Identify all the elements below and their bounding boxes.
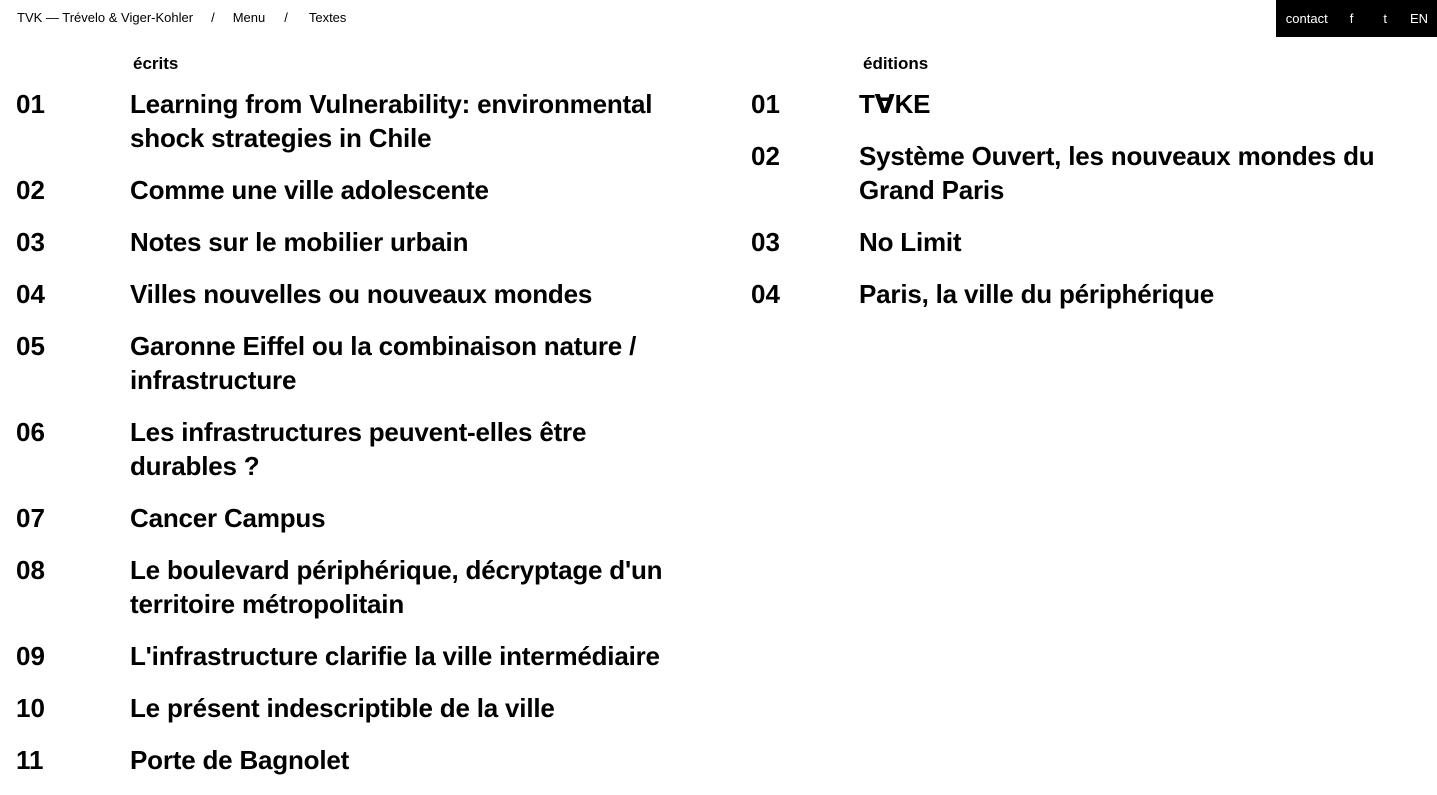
list-item <box>751 87 1421 121</box>
item-number: 04 <box>16 279 45 309</box>
item-title-link[interactable]: Cancer Campus <box>130 503 326 533</box>
list-item <box>16 173 696 207</box>
list-item <box>16 415 696 483</box>
item-number: 01 <box>751 89 780 119</box>
ecrits-heading: écrits <box>133 54 179 73</box>
item-title-link[interactable]: Paris, la ville du périphérique <box>859 279 1215 309</box>
contact-link[interactable]: contact <box>1285 11 1328 26</box>
item-title-link[interactable]: Notes sur le mobilier urbain <box>130 227 469 257</box>
item-number: 11 <box>16 745 44 775</box>
item-number: 03 <box>751 227 780 257</box>
item-title-link[interactable]: Système Ouvert, les nouveaux mondes du Grand Paris <box>859 141 1375 205</box>
item-title-link[interactable]: Porte de Bagnolet <box>130 745 350 775</box>
item-title-link[interactable]: Le présent indescriptible de la ville <box>130 693 555 723</box>
list-item <box>16 743 696 777</box>
editions-column <box>751 53 1421 329</box>
item-title-link[interactable]: No Limit <box>859 227 962 257</box>
list-item <box>16 639 696 673</box>
list-item <box>16 691 696 725</box>
facebook-icon[interactable]: f <box>1349 11 1354 26</box>
item-number: 06 <box>16 417 45 447</box>
item-number: 08 <box>16 555 45 585</box>
list-item <box>751 277 1421 311</box>
item-title-link[interactable]: Comme une ville adolescente <box>130 175 489 205</box>
breadcrumb-home-link[interactable]: TVK — Trévelo & Viger-Kohler <box>17 10 194 25</box>
ecrits-column <box>16 53 696 795</box>
list-item <box>16 329 696 397</box>
item-title-link[interactable]: Villes nouvelles ou nouveaux mondes <box>130 279 593 309</box>
item-number: 09 <box>16 641 45 671</box>
list-item <box>751 225 1421 259</box>
top-bar <box>0 0 1437 37</box>
item-number: 07 <box>16 503 45 533</box>
list-item <box>16 553 696 621</box>
item-number: 05 <box>16 331 45 361</box>
breadcrumb-separator: / <box>284 10 288 25</box>
language-switch[interactable]: EN <box>1409 11 1428 26</box>
breadcrumb-separator: / <box>211 10 215 25</box>
list-item <box>16 87 696 155</box>
breadcrumb <box>17 10 346 26</box>
item-title-link[interactable]: Garonne Eiffel ou la combinaison nature / infrastructure <box>130 331 637 395</box>
breadcrumb-current: Textes <box>308 10 347 25</box>
item-number: 10 <box>16 693 45 723</box>
list-item <box>751 139 1421 207</box>
item-number: 03 <box>16 227 45 257</box>
list-item <box>16 277 696 311</box>
item-title-link[interactable]: L'infrastructure clarifie la ville intermédiaire <box>130 641 660 671</box>
item-number: 02 <box>16 175 45 205</box>
item-number: 01 <box>16 89 45 119</box>
item-number: 02 <box>751 141 780 171</box>
editions-heading: éditions <box>863 54 929 73</box>
item-title-link[interactable]: T∀KE <box>859 89 931 119</box>
item-title-link[interactable]: Le boulevard périphérique, décryptage d'un territoire métropolitain <box>130 555 663 619</box>
breadcrumb-menu-link[interactable]: Menu <box>232 10 266 25</box>
list-item <box>16 225 696 259</box>
item-title-link[interactable]: Learning from Vulnerability: environmental shock strategies in Chile <box>130 89 653 153</box>
list-item <box>16 501 696 535</box>
item-title-link[interactable]: Les infrastructures peuvent-elles être durables ? <box>130 417 587 481</box>
twitter-icon[interactable]: t <box>1383 11 1387 26</box>
top-nav <box>1276 0 1437 37</box>
item-number: 04 <box>751 279 780 309</box>
